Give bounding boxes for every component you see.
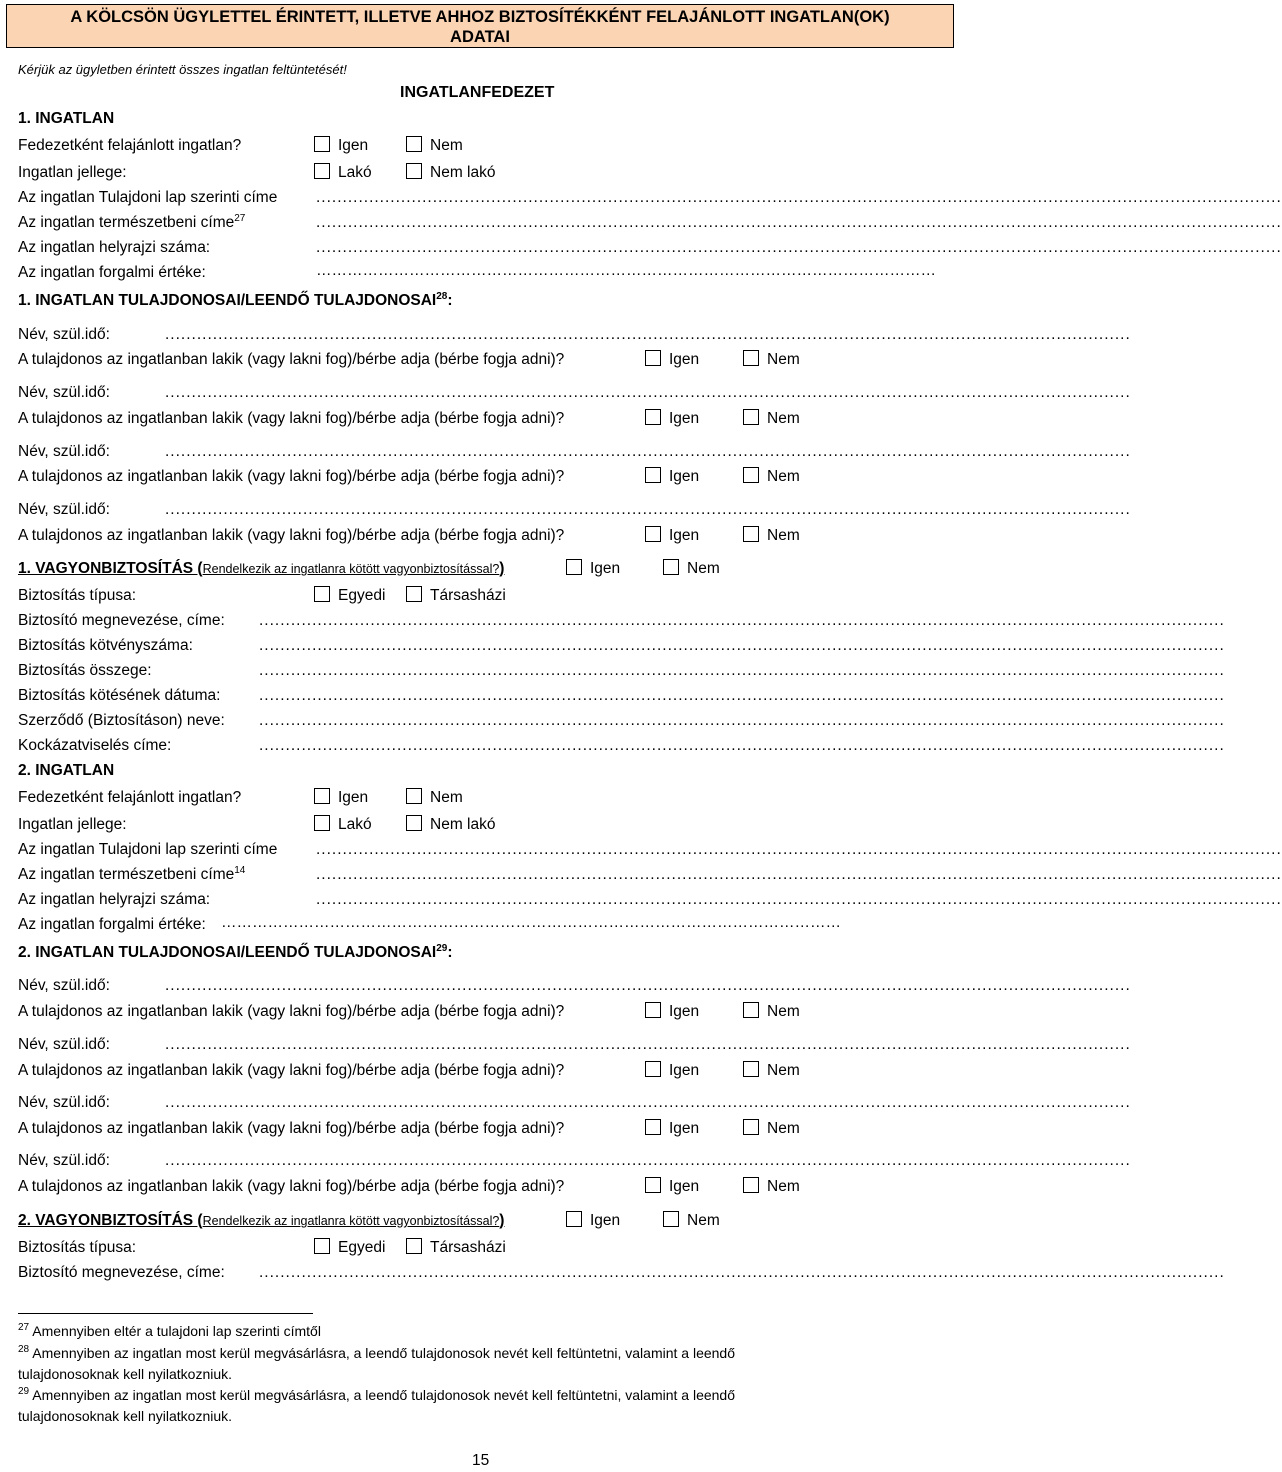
- insurance2-insurer-field[interactable]: ......................................................................................................................................................................................: [259, 1264, 1225, 1281]
- insurance1-policy-field[interactable]: ......................................................................................................................................................................................: [259, 637, 1225, 654]
- property1-natural-address-field[interactable]: ......................................................................................................................................................................................: [316, 214, 1282, 231]
- owner-name-label: Név, szül.idő:: [18, 501, 110, 518]
- owner-name-label: Név, szül.idő:: [18, 443, 110, 460]
- owner-name-label: Név, szül.idő:: [18, 326, 110, 343]
- property2-natural-address-label: Az ingatlan természetbeni címe$^{14}$: [18, 865, 246, 883]
- owner-lives-yes-label: Igen: [669, 1003, 700, 1020]
- property2-collateral-no-label: Nem: [430, 789, 463, 806]
- owner-lives-no-label: Nem: [767, 410, 800, 427]
- owner-name-field[interactable]: ......................................................................................................................................................................................: [165, 501, 1131, 518]
- insurance1-insurer-field[interactable]: ......................................................................................................................................................................................: [259, 612, 1225, 629]
- insurance2-yes-label: Igen: [590, 1212, 621, 1229]
- owner-lives-no-checkbox[interactable]: [743, 350, 759, 366]
- owner-lives-yes-label: Igen: [669, 1062, 700, 1079]
- footnote-28: $^{28}$ Amennyiben az ingatlan most kerül megvásárlásra, a leendő tulajdonosok nevét kell feltüntetni, valamint a leendő: [18, 1344, 735, 1361]
- property1-owners-title: 1. INGATLAN TULAJDONOSAI/LEENDŐ TULAJDONOSAI$^{28}$:: [18, 291, 453, 309]
- owner-name-label: Név, szül.idő:: [18, 1094, 110, 1111]
- property1-residential-checkbox[interactable]: [314, 163, 330, 179]
- footnote-ref-14: 14: [234, 865, 246, 876]
- owner-lives-no-label: Nem: [767, 1062, 800, 1079]
- owner-lives-question: A tulajdonos az ingatlanban lakik (vagy lakni fog)/bérbe adja (bérbe fogja adni)?: [18, 1003, 565, 1020]
- insurance1-no-checkbox[interactable]: [663, 559, 679, 575]
- property2-market-value-field[interactable]: …………………………………………………………………………………………………………: [221, 914, 841, 931]
- owner-lives-yes-checkbox[interactable]: [645, 1002, 661, 1018]
- owner-lives-question: A tulajdonos az ingatlanban lakik (vagy lakni fog)/bérbe adja (bérbe fogja adni)?: [18, 410, 565, 427]
- owner-lives-yes-label: Igen: [669, 1178, 700, 1195]
- property1-market-value-label: Az ingatlan forgalmi értéke:: [18, 264, 206, 281]
- insurance2-condo-checkbox[interactable]: [406, 1238, 422, 1254]
- property1-residential-label: Lakó: [338, 164, 372, 181]
- property1-parcel-label: Az ingatlan helyrajzi száma:: [18, 239, 211, 256]
- insurance1-type-label: Biztosítás típusa:: [18, 587, 137, 604]
- insurance2-individual-checkbox[interactable]: [314, 1238, 330, 1254]
- insurance2-yes-checkbox[interactable]: [566, 1211, 582, 1227]
- property1-title-address-label: Az ingatlan Tulajdoni lap szerinti címe: [18, 189, 278, 206]
- insurance1-contractor-label: Szerződő (Biztosításon) neve:: [18, 712, 225, 729]
- insurance1-no-label: Nem: [687, 560, 720, 577]
- owner-lives-yes-label: Igen: [669, 351, 700, 368]
- property2-owners-title: 2. INGATLAN TULAJDONOSAI/LEENDŐ TULAJDONOSAI$^{29}$:: [18, 943, 453, 961]
- owner-lives-no-checkbox[interactable]: [743, 1061, 759, 1077]
- owner-lives-no-label: Nem: [767, 1003, 800, 1020]
- property2-title-address-label: Az ingatlan Tulajdoni lap szerinti címe: [18, 841, 278, 858]
- footnote-separator: [18, 1313, 313, 1314]
- insurance1-date-field[interactable]: ......................................................................................................................................................................................: [259, 687, 1225, 704]
- owner-lives-no-checkbox[interactable]: [743, 467, 759, 483]
- property1-parcel-field[interactable]: ......................................................................................................................................................................................: [316, 239, 1282, 256]
- property1-collateral-no-label: Nem: [430, 137, 463, 154]
- owner-name-label: Név, szül.idő:: [18, 384, 110, 401]
- footnote-29: $^{29}$ Amennyiben az ingatlan most kerül megvásárlásra, a leendő tulajdonosok nevét kell feltüntetni, valamint a leendő: [18, 1386, 735, 1403]
- owner-lives-question: A tulajdonos az ingatlanban lakik (vagy lakni fog)/bérbe adja (bérbe fogja adni)?: [18, 1178, 565, 1195]
- insurance1-yes-label: Igen: [590, 560, 621, 577]
- owner-name-field[interactable]: ......................................................................................................................................................................................: [165, 1036, 1131, 1053]
- owner-lives-yes-checkbox[interactable]: [645, 350, 661, 366]
- insurance2-condo-label: Társasházi: [430, 1239, 506, 1256]
- property1-collateral-yes-checkbox[interactable]: [314, 136, 330, 152]
- owner-lives-yes-checkbox[interactable]: [645, 1119, 661, 1135]
- property2-collateral-yes-label: Igen: [338, 789, 369, 806]
- property2-nonresidential-label: Nem lakó: [430, 816, 496, 833]
- insurance1-condo-label: Társasházi: [430, 587, 506, 604]
- owner-name-field[interactable]: ......................................................................................................................................................................................: [165, 443, 1131, 460]
- property1-collateral-no-checkbox[interactable]: [406, 136, 422, 152]
- section-title: INGATLANFEDEZET: [400, 84, 555, 101]
- header-title-line2: ADATAI: [450, 28, 510, 46]
- owner-lives-no-checkbox[interactable]: [743, 409, 759, 425]
- header-title-line1: A KÖLCSÖN ÜGYLETTEL ÉRINTETT, ILLETVE AHHOZ BIZTOSÍTÉKKÉNT FELAJÁNLOTT INGATLAN(OK): [70, 8, 890, 26]
- page-number: 15: [472, 1452, 490, 1469]
- insurance1-date-label: Biztosítás kötésének dátuma:: [18, 687, 221, 704]
- owner-lives-question: A tulajdonos az ingatlanban lakik (vagy lakni fog)/bérbe adja (bérbe fogja adni)?: [18, 468, 565, 485]
- owner-lives-no-label: Nem: [767, 1120, 800, 1137]
- owner-lives-no-checkbox[interactable]: [743, 1177, 759, 1193]
- insurance1-risk-address-label: Kockázatviselés címe:: [18, 737, 172, 754]
- form-header: [6, 4, 954, 48]
- property2-parcel-field[interactable]: ......................................................................................................................................................................................: [316, 891, 1282, 908]
- insurance2-title: 2. VAGYONBIZTOSÍTÁS (Rendelkezik az ingatlanra kötött vagyonbiztosítással?): [18, 1212, 505, 1229]
- property1-natural-address-label: Az ingatlan természetbeni címe$^{27}$: [18, 213, 246, 231]
- property1-collateral-question: Fedezetként felajánlott ingatlan?: [18, 137, 242, 154]
- owner-lives-yes-checkbox[interactable]: [645, 526, 661, 542]
- insurance1-policy-label: Biztosítás kötvényszáma:: [18, 637, 193, 654]
- owner-lives-no-checkbox[interactable]: [743, 1119, 759, 1135]
- property2-collateral-no-checkbox[interactable]: [406, 788, 422, 804]
- owner-lives-question: A tulajdonos az ingatlanban lakik (vagy lakni fog)/bérbe adja (bérbe fogja adni)?: [18, 1120, 565, 1137]
- owner-name-field[interactable]: ......................................................................................................................................................................................: [165, 1152, 1131, 1169]
- property1-type-question: Ingatlan jellege:: [18, 164, 127, 181]
- property2-market-value-label: Az ingatlan forgalmi értéke:: [18, 916, 206, 933]
- owner-lives-no-label: Nem: [767, 351, 800, 368]
- owner-lives-no-label: Nem: [767, 1178, 800, 1195]
- property1-nonresidential-checkbox[interactable]: [406, 163, 422, 179]
- insurance1-individual-label: Egyedi: [338, 587, 386, 604]
- owner-lives-yes-checkbox[interactable]: [645, 467, 661, 483]
- property1-title-address-field[interactable]: ......................................................................................................................................................................................: [316, 189, 1282, 206]
- property2-nonresidential-checkbox[interactable]: [406, 815, 422, 831]
- owner-lives-no-checkbox[interactable]: [743, 1002, 759, 1018]
- owner-lives-yes-label: Igen: [669, 527, 700, 544]
- property2-natural-address-field[interactable]: ......................................................................................................................................................................................: [316, 866, 1282, 883]
- insurance2-no-label: Nem: [687, 1212, 720, 1229]
- owner-name-label: Név, szül.idő:: [18, 977, 110, 994]
- owner-lives-no-checkbox[interactable]: [743, 526, 759, 542]
- property1-title: 1. INGATLAN: [18, 110, 115, 127]
- insurance2-type-label: Biztosítás típusa:: [18, 1239, 137, 1256]
- owner-name-label: Név, szül.idő:: [18, 1152, 110, 1169]
- owner-lives-no-label: Nem: [767, 527, 800, 544]
- intro-text: Kérjük az ügyletben érintett összes ingatlan feltüntetését!: [18, 62, 347, 77]
- insurance1-individual-checkbox[interactable]: [314, 586, 330, 602]
- insurance1-amount-label: Biztosítás összege:: [18, 662, 152, 679]
- property2-parcel-label: Az ingatlan helyrajzi száma:: [18, 891, 211, 908]
- owner-name-field[interactable]: ......................................................................................................................................................................................: [165, 977, 1131, 994]
- owner-lives-yes-checkbox[interactable]: [645, 1061, 661, 1077]
- owner-lives-yes-checkbox[interactable]: [645, 1177, 661, 1193]
- owner-lives-no-label: Nem: [767, 468, 800, 485]
- owner-lives-yes-label: Igen: [669, 468, 700, 485]
- property1-market-value-field[interactable]: …………………………………………………………………………………………………………: [316, 262, 936, 279]
- owner-name-label: Név, szül.idő:: [18, 1036, 110, 1053]
- owner-name-field[interactable]: ......................................................................................................................................................................................: [165, 326, 1131, 343]
- insurance1-yes-checkbox[interactable]: [566, 559, 582, 575]
- footnote-27: $^{27}$ Amennyiben eltér a tulajdoni lap szerinti címtől: [18, 1322, 321, 1339]
- owner-lives-yes-checkbox[interactable]: [645, 409, 661, 425]
- property1-nonresidential-label: Nem lakó: [430, 164, 496, 181]
- property2-title-address-field[interactable]: ......................................................................................................................................................................................: [316, 841, 1282, 858]
- footnote-29-cont: tulajdonosoknak kell nyilatkozniuk.: [18, 1408, 233, 1424]
- insurance1-condo-checkbox[interactable]: [406, 586, 422, 602]
- owner-name-field[interactable]: ......................................................................................................................................................................................: [165, 384, 1131, 401]
- property2-collateral-question: Fedezetként felajánlott ingatlan?: [18, 789, 242, 806]
- owner-lives-yes-label: Igen: [669, 410, 700, 427]
- footnote-28-cont: tulajdonosoknak kell nyilatkozniuk.: [18, 1366, 233, 1382]
- insurance2-insurer-label: Biztosító megnevezése, címe:: [18, 1264, 225, 1281]
- footnote-ref-27: 27: [234, 213, 246, 224]
- property2-title: 2. INGATLAN: [18, 762, 115, 779]
- property2-residential-checkbox[interactable]: [314, 815, 330, 831]
- owner-lives-question: A tulajdonos az ingatlanban lakik (vagy lakni fog)/bérbe adja (bérbe fogja adni)?: [18, 1062, 565, 1079]
- insurance1-insurer-label: Biztosító megnevezése, címe:: [18, 612, 225, 629]
- insurance1-risk-address-field[interactable]: ......................................................................................................................................................................................: [259, 737, 1225, 754]
- insurance1-contractor-field[interactable]: ......................................................................................................................................................................................: [259, 712, 1225, 729]
- property2-collateral-yes-checkbox[interactable]: [314, 788, 330, 804]
- insurance2-no-checkbox[interactable]: [663, 1211, 679, 1227]
- insurance2-individual-label: Egyedi: [338, 1239, 386, 1256]
- owner-lives-question: A tulajdonos az ingatlanban lakik (vagy lakni fog)/bérbe adja (bérbe fogja adni)?: [18, 351, 565, 368]
- property2-type-question: Ingatlan jellege:: [18, 816, 127, 833]
- property1-collateral-yes-label: Igen: [338, 137, 369, 154]
- insurance1-title: 1. VAGYONBIZTOSÍTÁS (Rendelkezik az ingatlanra kötött vagyonbiztosítással?): [18, 560, 505, 577]
- owner-name-field[interactable]: ......................................................................................................................................................................................: [165, 1094, 1131, 1111]
- owner-lives-question: A tulajdonos az ingatlanban lakik (vagy lakni fog)/bérbe adja (bérbe fogja adni)?: [18, 527, 565, 544]
- owner-lives-yes-label: Igen: [669, 1120, 700, 1137]
- property2-residential-label: Lakó: [338, 816, 372, 833]
- insurance1-amount-field[interactable]: ......................................................................................................................................................................................: [259, 662, 1225, 679]
